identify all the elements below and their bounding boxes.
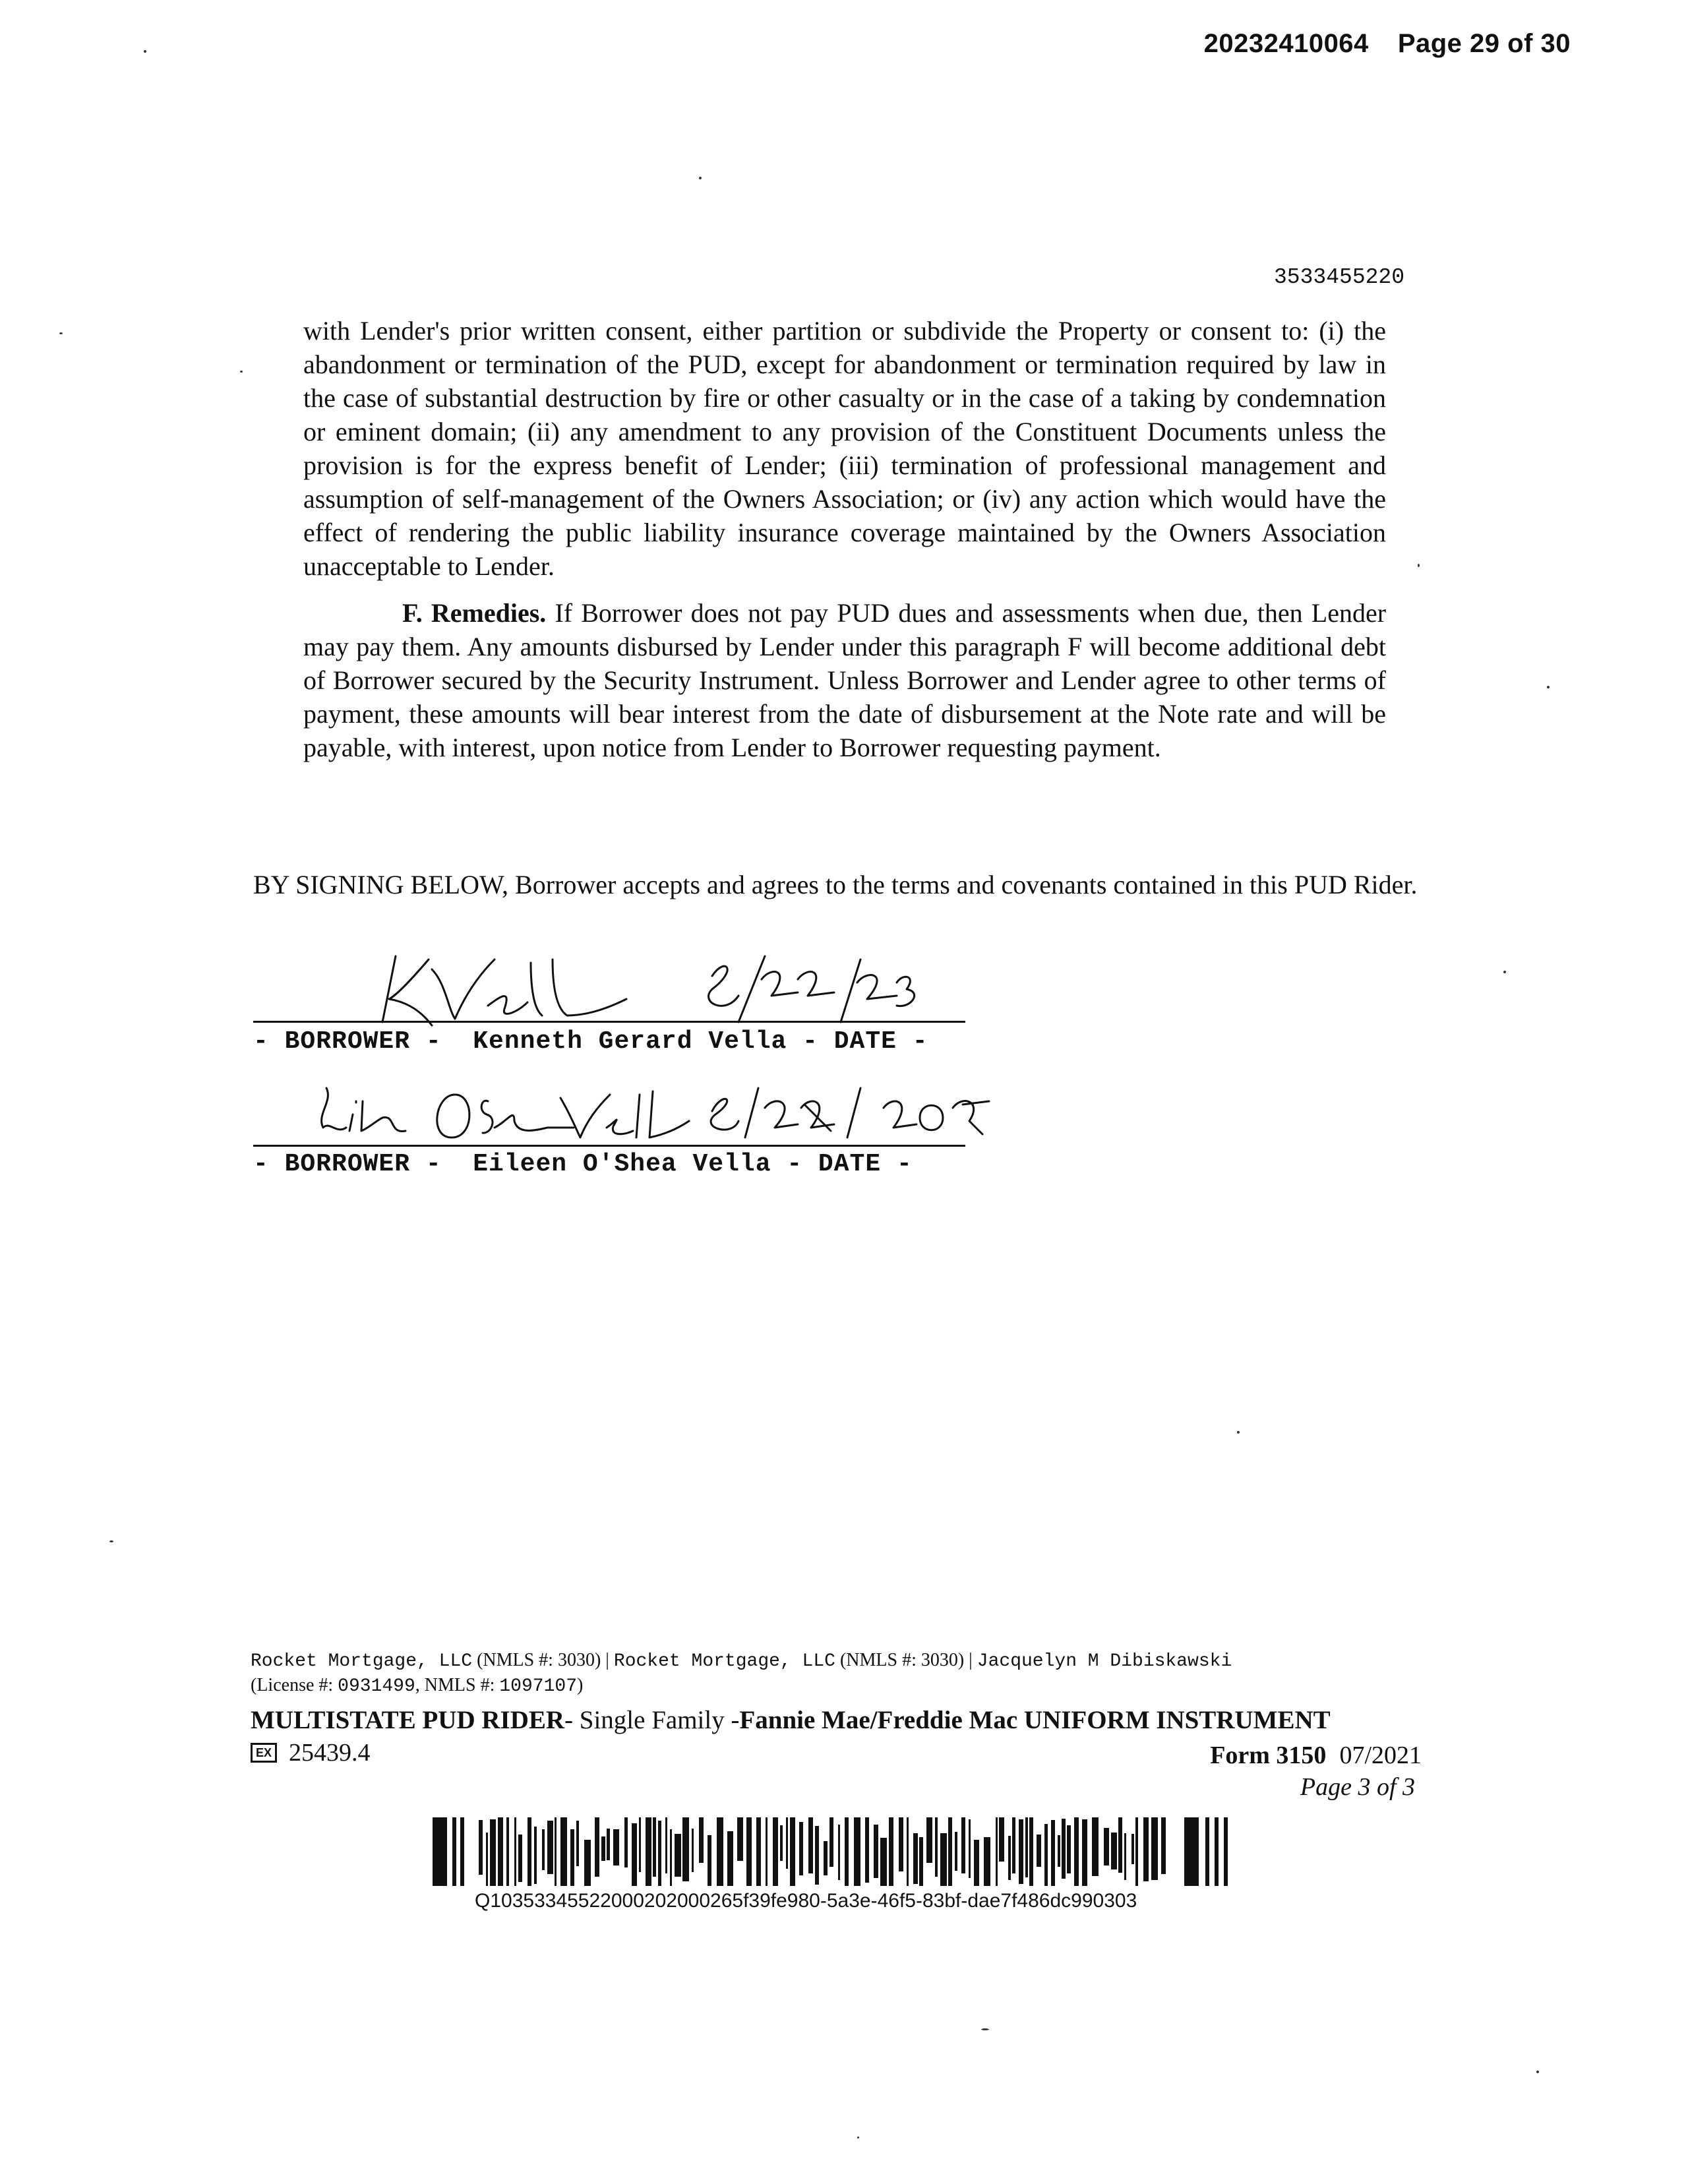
- scan-speck: [1536, 2071, 1539, 2073]
- paragraph-text: with Lender's prior written consent, either partition or subdivide the Property or consent to: (i) the abandonment or termination of the PUD, except for abandonment or termination required by law in the case of substantial destruction by fire or other casualty or in the case of a taking by condemnation or eminent domain; (ii) any amendment to any provision of the Constituent Documents unless the provision is for the express benefit of Lender; (iii) termination of professional management and assumption of self-management of the Owners Association; or (iv) any action which would have the effect of rendering the public liability insurance coverage maintained by the Owners Association unacceptable to Lender.: [303, 316, 1386, 581]
- signing-statement: BY SIGNING BELOW, Borrower accepts and agrees to the terms and covenants contained in this PUD Rider.: [253, 870, 1418, 899]
- recording-number: 20232410064: [1203, 29, 1369, 58]
- scan-speck: [981, 2028, 989, 2030]
- lender-credits: Rocket Mortgage, LLC (NMLS #: 3030) | Rocket Mortgage, LLC (NMLS #: 3030) | Jacquelyn M Dibiskawski (License #: 0931499, NMLS #: 1097107): [251, 1650, 1232, 1697]
- recording-header: [1175, 29, 1571, 59]
- scan-speck: [1237, 1431, 1240, 1434]
- scan-speck: [699, 177, 702, 179]
- form-doc-id: [251, 1738, 371, 1767]
- doc-number: 25439.4: [289, 1739, 371, 1767]
- scan-speck: [1503, 971, 1506, 973]
- paragraph-constituent-documents: [303, 314, 1386, 583]
- remedies-text: If Borrower does not pay PUD dues and assessments when due, then Lender may pay them. Any amounts disbursed by Lender under this paragraph F will become additional debt of Borrower secured by the Security Instrument. Unless Borrower and Lender agree to other terms of payment, these amounts will bear interest from the date of disbursement at the Note rate and will be payable, with interest, upon notice from Lender to Borrower requesting payment.: [303, 598, 1387, 762]
- paragraph-remedies: [303, 596, 1386, 764]
- recording-page-label: Page 29 of 30: [1397, 29, 1571, 58]
- loan-number: 3533455220: [1274, 265, 1405, 289]
- barcode-icon: [433, 1817, 1237, 1886]
- scan-speck: [59, 332, 63, 334]
- scan-speck: [144, 50, 146, 53]
- borrower-2-handwritten-signature: [310, 1075, 1009, 1154]
- borrower-1-signature-line: [253, 1021, 965, 1023]
- borrower-2-caption: - BORROWER - Eileen O'Shea Vella - DATE -: [253, 1150, 913, 1178]
- scan-speck: [857, 2137, 859, 2138]
- scan-speck: [1547, 686, 1550, 688]
- scan-speck: [1418, 564, 1420, 567]
- scan-speck: [109, 1540, 113, 1542]
- remedies-heading: F. Remedies.: [402, 598, 547, 628]
- scan-speck: [240, 371, 243, 373]
- form-page-of: Page 3 of 3: [1300, 1773, 1415, 1801]
- form-number: Form 3150 07/2021: [1210, 1742, 1422, 1769]
- borrower-2-signature-line: [253, 1145, 965, 1147]
- form-title: MULTISTATE PUD RIDER- Single Family -Fannie Mae/Freddie Mac UNIFORM INSTRUMENT: [251, 1706, 1331, 1734]
- barcode-text: Q10353345522000202000265f39fe980-5a3e-46f5-83bf-dae7f486dc990303: [475, 1890, 1137, 1912]
- borrower-1-caption: - BORROWER - Kenneth Gerard Vella - DATE -: [253, 1027, 928, 1056]
- ex-icon: EX: [251, 1743, 277, 1763]
